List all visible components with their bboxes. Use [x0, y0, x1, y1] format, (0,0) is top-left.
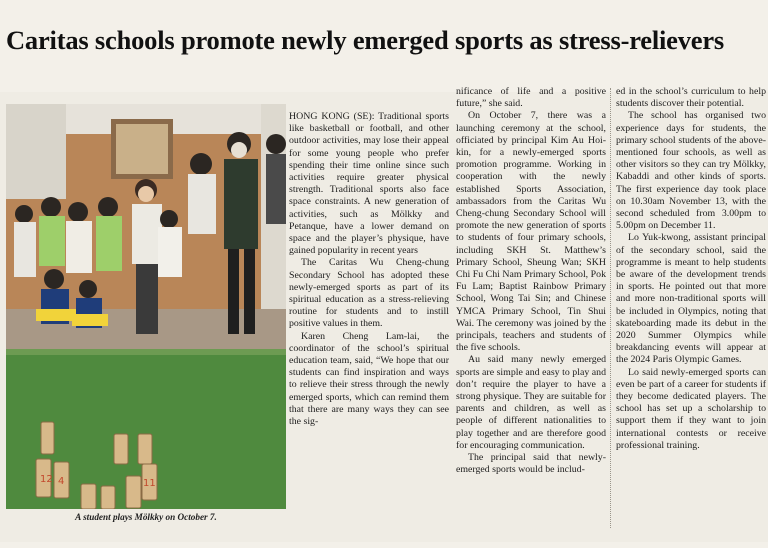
paragraph: ed in the school’s curriculum to help students discover their potential. — [616, 86, 766, 110]
paragraph: The school has organised two experience days for students, the primary school students of the above-mentioned four schools, as well as other visitors so they can try Mölkky, Kabaddi and other kinds of sports. The first experience day took place on 10.30am November 13, with the second scheduled from 3.00pm to 5.00pm on December 11. — [616, 110, 766, 232]
paragraph: Au said many newly emerged sports are simple and easy to play and don’t require the player to have a strong physique. They are suitable for parents and children, as well as people of different nationalities to play together and are therefore good for encouraging communication. — [456, 354, 606, 451]
pin-number: 12 — [40, 474, 53, 485]
paragraph: Lo said newly-emerged sports can even be part of a career for students if they become dedicated players. The school has set up a scholarship to support them if they want to join international contests or receive professional training. — [616, 366, 766, 451]
article-column-3 — [616, 86, 766, 452]
photo-illustration — [6, 104, 286, 509]
pin-number: 11 — [143, 478, 156, 489]
paragraph: The Caritas Wu Cheng-chung Secondary School has adopted these newly-emerged sports as part of its spiritual education as a stress-relieving routine for students and to instill positive values in them. — [289, 257, 449, 330]
paragraph: On October 7, there was a launching ceremony at the school, officiated by principal Kim Au Hoi-kin, for a newly-emerged sports promotion programme. Working in cooperation with the newly established Sports Association, ambassadors from the Caritas Wu Cheng-chung Secondary School will promote the new generation of sports to students of four primary schools, including SKH St. Matthew’s Primary School, Sheung Wan; SKH Chi Fu Chi Nam Primary School, Pok Fu Lam; Baptist Rainbow Primary School, Wong Tai Sin; and Chinese YMCA Primary School, Tin Shui Wai. The ceremony was joined by the principals, teachers and students of the five schools. — [456, 110, 606, 354]
pin-number: 4 — [58, 476, 65, 487]
paragraph: HONG KONG (SE): Traditional sports like basketball or football, and other outdoor activities, may lose their appeal for some young people who prefer spending their time online since such activities require greater physical strength. Traditional sports also face space constraints. A new generation of activities, such as Mölkky and Petanque, have a lower demand on space and the player’s physique, have gained popularity in recent years — [289, 111, 449, 257]
photo-caption: A student plays Mölkky on October 7. — [75, 512, 217, 522]
paragraph: Lo Yuk-kwong, assistant principal of the secondary school, said the programme is meant to help students be aware of the development trends in sports. He pointed out that more and more non-traditional sports will be included in Olympics, noting that skateboarding made its debut in the 2020 Summer Olympics while breakdancing events will appear at the 2024 Paris Olympic Games. — [616, 232, 766, 366]
headline: Caritas schools promote newly emerged sports as stress-relievers — [6, 25, 725, 55]
article-photo — [6, 104, 286, 509]
article-column-2 — [456, 86, 606, 477]
paragraph: The principal said that newly-emerged sports would be includ- — [456, 452, 606, 476]
article-column-1 — [289, 111, 449, 428]
paragraph: nificance of life and a positive future,” she said. — [456, 86, 606, 110]
paragraph: Karen Cheng Lam-lai, the coordinator of the school’s spiritual education team, said, “We hope that our students can find inspiration and ways to relieve their stress through the newly emerged sports, which can remind them that there are many ways they can see the sig- — [289, 330, 449, 428]
column-divider — [610, 88, 611, 528]
